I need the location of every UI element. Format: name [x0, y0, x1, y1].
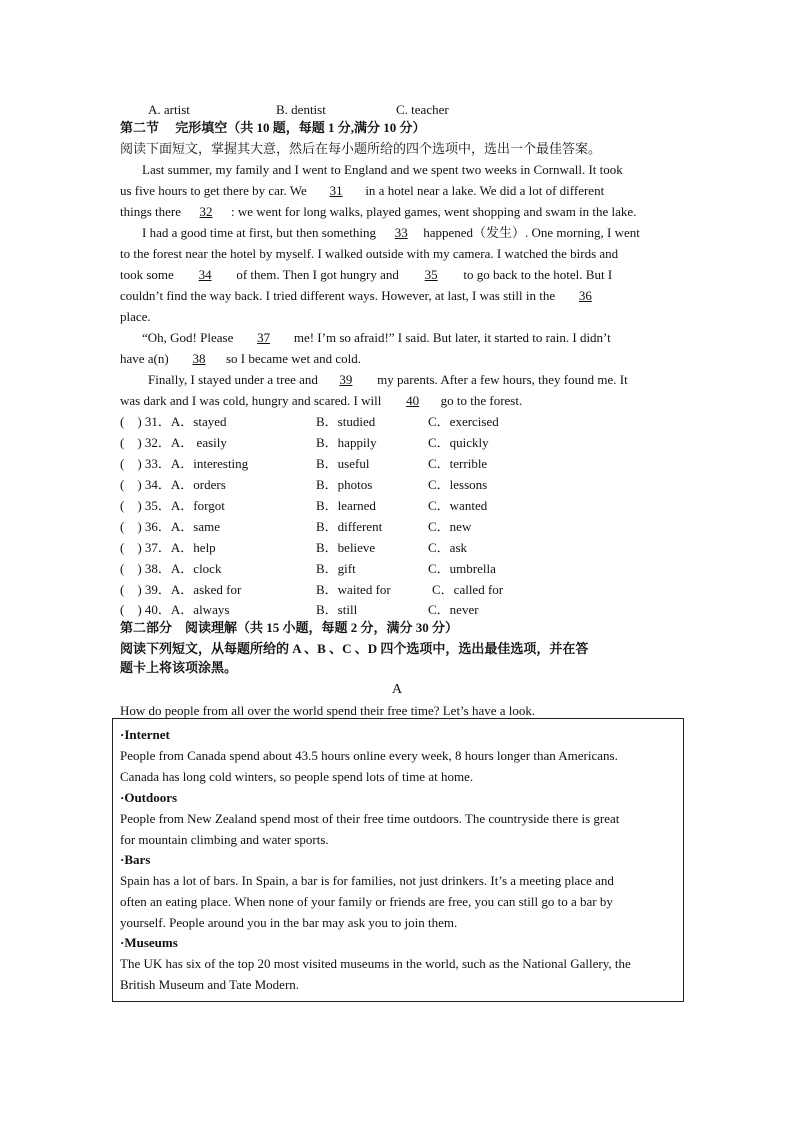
passage-line: took some 34 of them. Then I got hungry and 35 to go back to the hotel. But I [120, 265, 612, 285]
blank-36: 36 [578, 288, 592, 303]
box-text: British Museum and Tate Modern. [120, 977, 300, 992]
passage-line: things there 32 : we went for long walks, played games, went shopping and swam in the lake. [120, 202, 636, 222]
blank-38: 38 [192, 351, 206, 366]
box-heading: ·Museums [120, 935, 178, 950]
box-heading: ·Outdoors [120, 790, 178, 805]
passage-letter: A [392, 682, 403, 697]
blank-31: 31 [329, 183, 343, 198]
blank-34: 34 [198, 267, 212, 282]
part2-instruction: 题卡上将该项涂黑。 [120, 660, 238, 675]
exam-page: A. artist B. dentist C. teacher 第二节 完形填空（共 10 题，每题 1 分,满分 10 分） 阅读下面短文，掌握其大意，然后在每小题所给的四个选项中，选出一个最佳答案。 Last summer, my family and I went to England and we spent two weeks in Cornwall. It took us five hours to get there by car. We 31 in a hotel near a lake. We did a lot of different things there 32 : we went for long walks, played games, went shopping and swam in the lake. I had a good time at first, but then something 33 happened（发生）. One morning, I went to the forest near the hotel by myself. I walked outside with my camera. I watched the birds and took some 34 of them. Then I got hungry and 35 to go back to the hotel. But I couldn’t find the way back. I tried different ways. However, at last, I was still in the 36 place. “Oh, God! Please 37 me! I’m so afraid!” I said. But later, it started to rain. I didn’t have a(n) 38 so I became wet and cold. Finally, I stayed under a tree and 39 my parents. After a few hours, they found me. It was dark and I was cold, hungry and scared. I will 40 go to the forest. ( ) 31．A．stayed B．studied C．exercised ( ) 32．A． easily B．happily C．quickly ( ) 33．A．interesting B．useful C．terrible ( ) 34．A．orders B．photos C．lessons ( ) 35．A．forgot B．learned C．wanted ( ) 36．A．same B．different C．new ( ) 37．A．help B．believe C．ask ( ) 38．A．clock B．gift C．umbrella ( ) 39．A．asked for B．waited for C．called for ( ) 40．A．always B．still C．never 第二部分 阅读理解（共 15 小题，每题 2 分，满分 30 分） 阅读下列短文，从每题所给的 A 、B 、C 、D 四个选项中，选出最佳选项，并在答 题卡上将该项涂黑。 A How do people from all over the world spend their free time? Let’s have a look. ·Internet People from Canada spend about 43.5 hours online every week, 8 hours longer than Americans. Canada has long cold winters, so people spend lots of time at home. ·Outdoors People from New Zealand spend most of their free time outdoors. The countryside there is great for mountain climbing and water sports. ·Bars Spain has a lot of bars. In Spain, a bar is for families, not just drinkers. It’s a meeting place and often an eating place. When none of your family or friends are free, you can still go to a bar by yourself. People around you in the bar may ask you to join them. ·Museums The UK has six of the top 20 most visited museums in the world, such as the National Gallery, the British Museum and Tate Modern. [0, 0, 794, 1123]
box-text: People from Canada spend about 43.5 hours online every week, 8 hours longer than Americans. [120, 748, 618, 763]
passage-line: us five hours to get there by car. We 31 in a hotel near a lake. We did a lot of different [120, 181, 604, 201]
part2-instruction: 阅读下列短文，从每题所给的 A 、B 、C 、D 四个选项中，选出最佳选项，并在答 [120, 641, 589, 656]
box-text: The UK has six of the top 20 most visited museums in the world, such as the National Gallery, the [120, 956, 631, 971]
blank-40: 40 [406, 393, 420, 408]
blank-33: 33 [394, 225, 408, 240]
top-option-b: B. dentist [276, 102, 326, 117]
box-text: Canada has long cold winters, so people spend lots of time at home. [120, 769, 474, 784]
box-text: often an eating place. When none of your family or friends are free, you can still go to a bar by [120, 894, 613, 909]
passage-line: place. [120, 309, 151, 324]
top-option-a: A. artist [148, 102, 190, 117]
passage-line: to the forest near the hotel by myself. I walked outside with my camera. I watched the birds and [120, 246, 619, 261]
passage-line: Finally, I stayed under a tree and 39 my parents. After a few hours, they found me. It [148, 370, 628, 390]
top-option-c: C. teacher [396, 102, 449, 117]
passage-line: Last summer, my family and I went to England and we spent two weeks in Cornwall. It took [142, 162, 623, 177]
passage-line: couldn’t find the way back. I tried different ways. However, at last, I was still in the 36 [120, 286, 612, 306]
reading-box [112, 718, 684, 1002]
blank-32: 32 [199, 204, 213, 219]
box-heading: ·Internet [120, 727, 170, 742]
passage-line: have a(n) 38 so I became wet and cold. [120, 349, 361, 369]
box-text: Spain has a lot of bars. In Spain, a bar is for families, not just drinkers. It’s a meeting place and [120, 873, 614, 888]
box-text: yourself. People around you in the bar may ask you to join them. [120, 915, 458, 930]
passage-line: “Oh, God! Please 37 me! I’m so afraid!” I said. But later, it started to rain. I didn’t [142, 328, 611, 348]
section2-heading: 第二节 完形填空（共 10 题，每题 1 分,满分 10 分） [120, 120, 426, 135]
box-text: for mountain climbing and water sports. [120, 832, 329, 847]
box-heading: ·Bars [120, 852, 151, 867]
passage-line: I had a good time at first, but then something 33 happened（发生）. One morning, I went [142, 223, 640, 243]
part2-heading: 第二部分 阅读理解（共 15 小题，每题 2 分，满分 30 分） [120, 620, 459, 635]
box-text: People from New Zealand spend most of their free time outdoors. The countryside there is great [120, 811, 620, 826]
passage-line: was dark and I was cold, hungry and scared. I will 40 go to the forest. [120, 391, 522, 411]
blank-35: 35 [424, 267, 438, 282]
blank-37: 37 [257, 330, 271, 345]
passage-intro: How do people from all over the world spend their free time? Let’s have a look. [120, 703, 536, 718]
blank-39: 39 [339, 372, 353, 387]
section2-instruction: 阅读下面短文，掌握其大意，然后在每小题所给的四个选项中，选出一个最佳答案。 [120, 141, 602, 156]
